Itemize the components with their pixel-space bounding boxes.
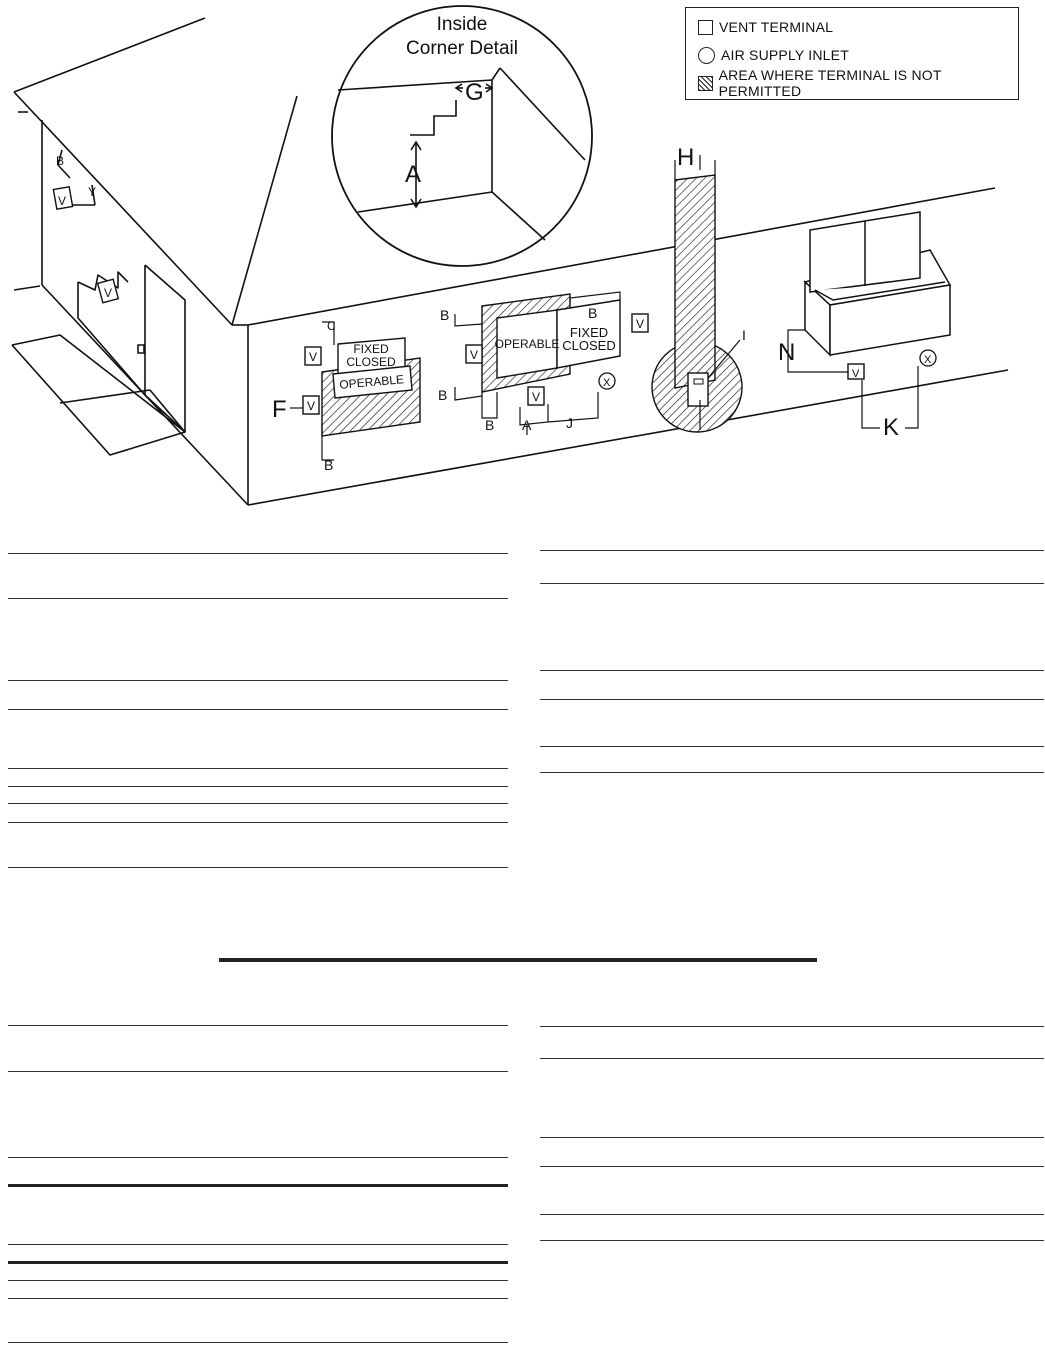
inside-corner-detail [332, 6, 592, 266]
svg-text:X: X [603, 377, 611, 389]
label-k: K [883, 414, 900, 441]
porch-steps [12, 335, 185, 455]
left-operable-label: OPERABLE [338, 372, 405, 392]
svg-text:V: V [104, 286, 113, 300]
vent-terminal-icon [698, 20, 713, 35]
legend-vent-terminal [698, 17, 833, 37]
meter-clearance-zone [652, 144, 746, 432]
legend-not-permitted [698, 67, 1018, 99]
detail-title-line2: Corner Detail [406, 38, 518, 59]
label-j: J [566, 415, 573, 431]
svg-text:V: V [307, 399, 316, 413]
svg-text:V: V [309, 350, 318, 364]
center-fixed-label: FIXED [569, 325, 609, 340]
hatched-area-icon [698, 76, 713, 91]
label-i: I [742, 327, 746, 343]
left-closed-label: CLOSED [346, 355, 396, 369]
label-b-center-top-right: B [588, 305, 598, 321]
air-supply-inlet-icon [698, 47, 715, 64]
legend-vent-terminal-label: VENT TERMINAL [719, 19, 834, 35]
label-h: H [677, 144, 695, 171]
center-operable-label: OPERABLE [494, 337, 560, 351]
label-n: N [778, 339, 796, 366]
label-b-side: B [56, 154, 65, 168]
legend-air-supply-inlet-label: AIR SUPPLY INLET [721, 47, 849, 63]
svg-text:V: V [470, 348, 479, 362]
label-a-center: A [522, 417, 532, 433]
legend-not-permitted-label: AREA WHERE TERMINAL IS NOT PERMITTED [718, 67, 942, 99]
label-b-center-bottom: B [485, 417, 495, 433]
label-c: C [327, 319, 336, 333]
side-door [138, 265, 185, 432]
house-side-wall [14, 285, 248, 505]
svg-text:V: V [852, 368, 860, 380]
legend-air-supply-inlet [698, 45, 849, 65]
svg-text:V: V [636, 317, 645, 331]
svg-text:X: X [924, 354, 932, 366]
label-f: F [272, 396, 287, 423]
svg-text:V: V [532, 390, 541, 404]
label-b-center-top-left: B [440, 307, 450, 323]
label-g-detail: G [465, 79, 484, 106]
label-a-detail: A [405, 161, 422, 188]
svg-text:V: V [58, 194, 67, 208]
window-group-center [438, 292, 648, 435]
label-y: Y [88, 185, 97, 199]
side-wall-vent-terminal [53, 187, 72, 209]
legend-box [685, 7, 1019, 100]
window-group-left [272, 319, 420, 473]
detail-title-line1: Inside [436, 14, 488, 35]
porch-vent-terminal [98, 279, 119, 302]
center-closed-label: CLOSED [562, 338, 616, 353]
house-roof [14, 18, 297, 325]
left-fixed-label: FIXED [353, 342, 389, 356]
label-b-left: B [324, 457, 334, 473]
label-b-center-bottom-left: B [438, 387, 448, 403]
section-divider [219, 958, 817, 962]
